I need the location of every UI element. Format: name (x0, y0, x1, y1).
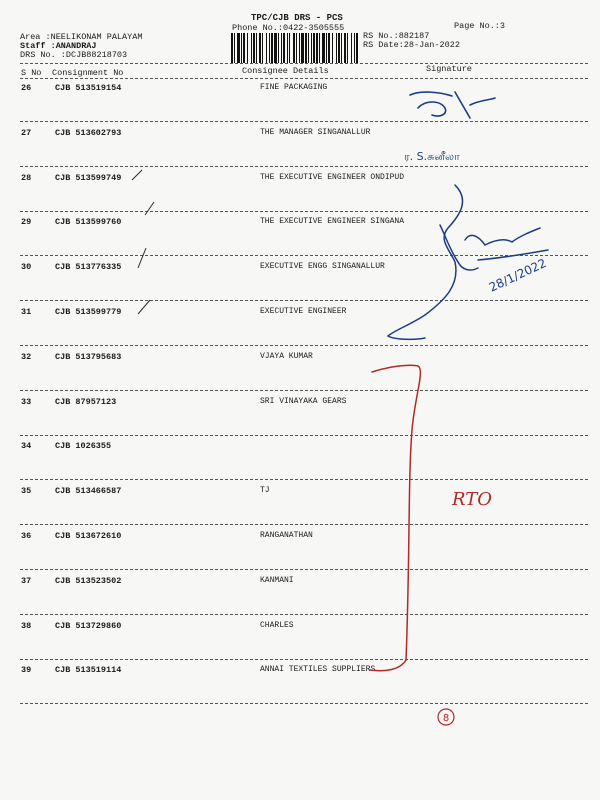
row-sno: 26 (21, 83, 32, 93)
row-consignment: CJB 513523502 (55, 575, 122, 586)
row-sno: 35 (21, 486, 32, 497)
row-consignee: ANNAI TEXTILES SUPPLIERS (260, 665, 376, 675)
row-sno: 36 (21, 531, 32, 541)
red-return-note: RTO (452, 489, 492, 510)
row-consignment: CJB 513599749 (55, 172, 122, 183)
row-consignment: CJB 513795683 (55, 351, 122, 362)
sheet-title: TPC/CJB DRS - PCS (251, 13, 343, 23)
header-divider-top (20, 63, 588, 64)
row-divider (20, 121, 588, 122)
row-consignment: CJB 513519114 (55, 665, 122, 676)
circled-count: 8 (442, 713, 450, 724)
page-number: Page No.:3 (454, 21, 506, 31)
row-consignee: THE EXECUTIVE ENGINEER SINGANA (260, 217, 405, 227)
row-consignee: RANGANATHAN (260, 531, 313, 540)
barcode (230, 33, 358, 63)
row-sno: 37 (21, 575, 32, 586)
row-sno: 38 (21, 620, 32, 631)
row-divider (20, 435, 588, 436)
col-sno: S No (21, 68, 42, 78)
row-consignment: CJB 513466587 (55, 486, 122, 497)
row-consignee: EXECUTIVE ENGINEER (260, 307, 347, 316)
row-consignment: CJB 513519154 (55, 83, 122, 93)
row-sno: 39 (21, 665, 32, 676)
row-sno: 34 (21, 441, 32, 452)
row-consignment: CJB 513776335 (55, 262, 122, 273)
staff-label: Staff :ANANDRAJ (20, 41, 97, 51)
delivery-date-note: 28/1/2022 (486, 255, 549, 295)
row-consignee: SRI VINAYAKA GEARS (260, 396, 347, 406)
col-consignee: Consignee Details (242, 66, 329, 76)
row-consignment: CJB 87957123 (55, 396, 117, 407)
row-consignment: CJB 513672610 (55, 531, 122, 541)
rs-number: RS No.:882187 (363, 31, 430, 41)
drs-number: DRS No. :DCJB88218703 (20, 50, 128, 60)
header-divider-bottom (20, 78, 588, 79)
col-consignment: Consignment No (52, 68, 124, 78)
row-divider (20, 659, 588, 660)
row-divider (20, 569, 588, 570)
row-divider (20, 255, 588, 256)
row-consignee: TJ (260, 486, 270, 496)
row-sno: 29 (21, 217, 32, 228)
row-divider (20, 300, 588, 301)
row-sno: 31 (21, 307, 32, 317)
row-sno: 30 (21, 262, 32, 273)
area-label: Area :NEELIKONAM PALAYAM (20, 32, 143, 42)
row-consignee: VJAYA KUMAR (260, 351, 313, 361)
col-signature: Signature (426, 64, 472, 74)
row-consignment: CJB 513602793 (55, 127, 122, 138)
row-divider (20, 166, 588, 167)
row-divider (20, 614, 588, 615)
rs-date: RS Date:28-Jan-2022 (363, 40, 460, 50)
row-consignee: THE MANAGER SINGANALLUR (260, 127, 371, 137)
row-consignee: KANMANI (260, 575, 294, 585)
row-sno: 33 (21, 396, 32, 407)
row-consignment: CJB 1026355 (55, 441, 112, 452)
row-consignee: EXECUTIVE ENGG SINGANALLUR (260, 262, 385, 272)
row-consignment: CJB 513599779 (55, 307, 122, 317)
row-divider (20, 479, 588, 480)
row-consignment: CJB 513729860 (55, 620, 122, 631)
row-divider (20, 524, 588, 525)
row-divider (20, 703, 588, 704)
row-divider (20, 390, 588, 391)
circled-count-ring (438, 709, 454, 725)
row-sno: 32 (21, 351, 32, 362)
row-divider (20, 211, 588, 212)
row-sno: 27 (21, 127, 32, 138)
row-sno: 28 (21, 172, 32, 183)
row-consignee: CHARLES (260, 620, 294, 630)
row-consignee: FINE PACKAGING (260, 83, 328, 92)
row-divider (20, 345, 588, 346)
row-consignee: THE EXECUTIVE ENGINEER ONDIPUD (260, 172, 405, 182)
row-consignment: CJB 513599760 (55, 217, 122, 228)
tamil-name-note: ர. S.சுனீலா (404, 150, 460, 163)
phone-number: Phone No.:0422-3505555 (232, 23, 345, 33)
